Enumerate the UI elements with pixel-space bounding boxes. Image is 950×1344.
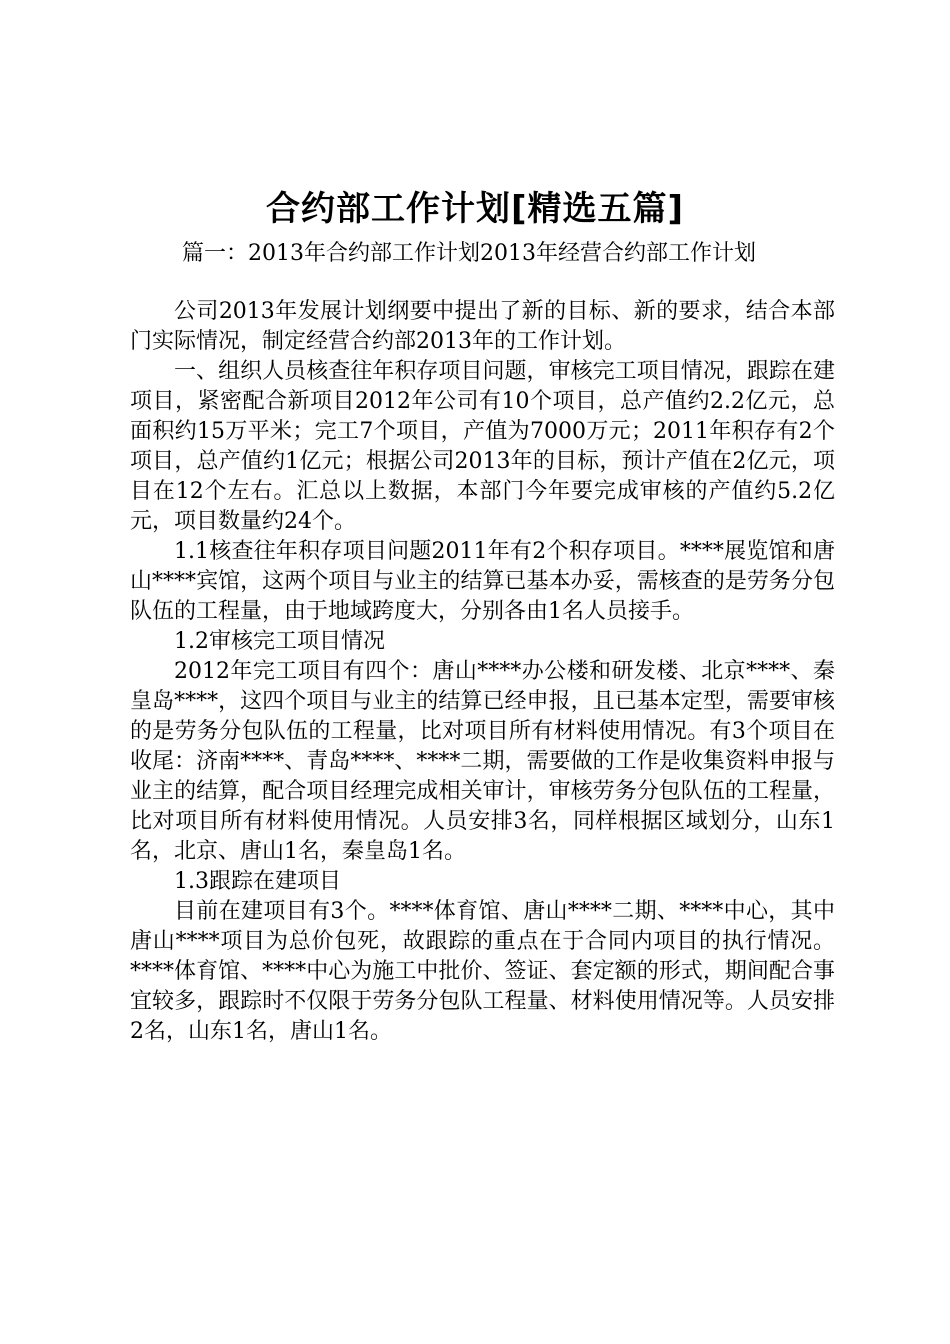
heading-1-3: 1.3跟踪在建项目 xyxy=(174,869,341,894)
paragraph-intro: 公司2013年发展计划纲要中提出了新的目标、新的要求，结合本部门实际情况，制定经营合约部2013年的工作计划。 xyxy=(130,299,835,354)
document-title: 合约部工作计划[精选五篇] xyxy=(265,189,685,229)
paragraph-section-1: 一、组织人员核查往年积存项目问题，审核完工项目情况，跟踪在建项目，紧密配合新项目2012年公司有10个项目，总产值约2.2亿元，总面积约15万平米；完工7个项目，产值为7000万元；2011年积存有2个项目，总产值约1亿元；根据公司2013年的目标，预计产值在2亿元，项目在12个左右。汇总以上数据，本部门今年要完成审核的产值约5.2亿元，项目数量约24个。 xyxy=(130,359,835,534)
document-subtitle: 篇一：2013年合约部工作计划2013年经营合约部工作计划 xyxy=(182,241,756,266)
heading-1-2: 1.2审核完工项目情况 xyxy=(174,629,385,654)
paragraph-1-3-body: 目前在建项目有3个。****体育馆、唐山****二期、****中心，其中唐山****项目为总价包死，故跟踪的重点在于合同内项目的执行情况。****体育馆、****中心为施工中批价、签证、套定额的形式，期间配合事宜较多，跟踪时不仅限于劳务分包队工程量、材料使用情况等。人员安排2名，山东1名，唐山1名。 xyxy=(130,899,835,1044)
paragraph-1-1: 1.1核查往年积存项目问题2011年有2个积存项目。****展览馆和唐山****宾馆，这两个项目与业主的结算已基本办妥，需核查的是劳务分包队伍的工程量，由于地域跨度大，分别各由1名人员接手。 xyxy=(130,539,835,624)
document-body xyxy=(130,297,835,1047)
paragraph-1-2-body: 2012年完工项目有四个：唐山****办公楼和研发楼、北京****、秦皇岛****，这四个项目与业主的结算已经申报，且已基本定型，需要审核的是劳务分包队伍的工程量，比对项目所有材料使用情况。有3个项目在收尾：济南****、青岛****、****二期，需要做的工作是收集资料申报与业主的结算，配合项目经理完成相关审计，审核劳务分包队伍的工程量，比对项目所有材料使用情况。人员安排3名，同样根据区域划分，山东1名，北京、唐山1名，秦皇岛1名。 xyxy=(130,659,835,864)
